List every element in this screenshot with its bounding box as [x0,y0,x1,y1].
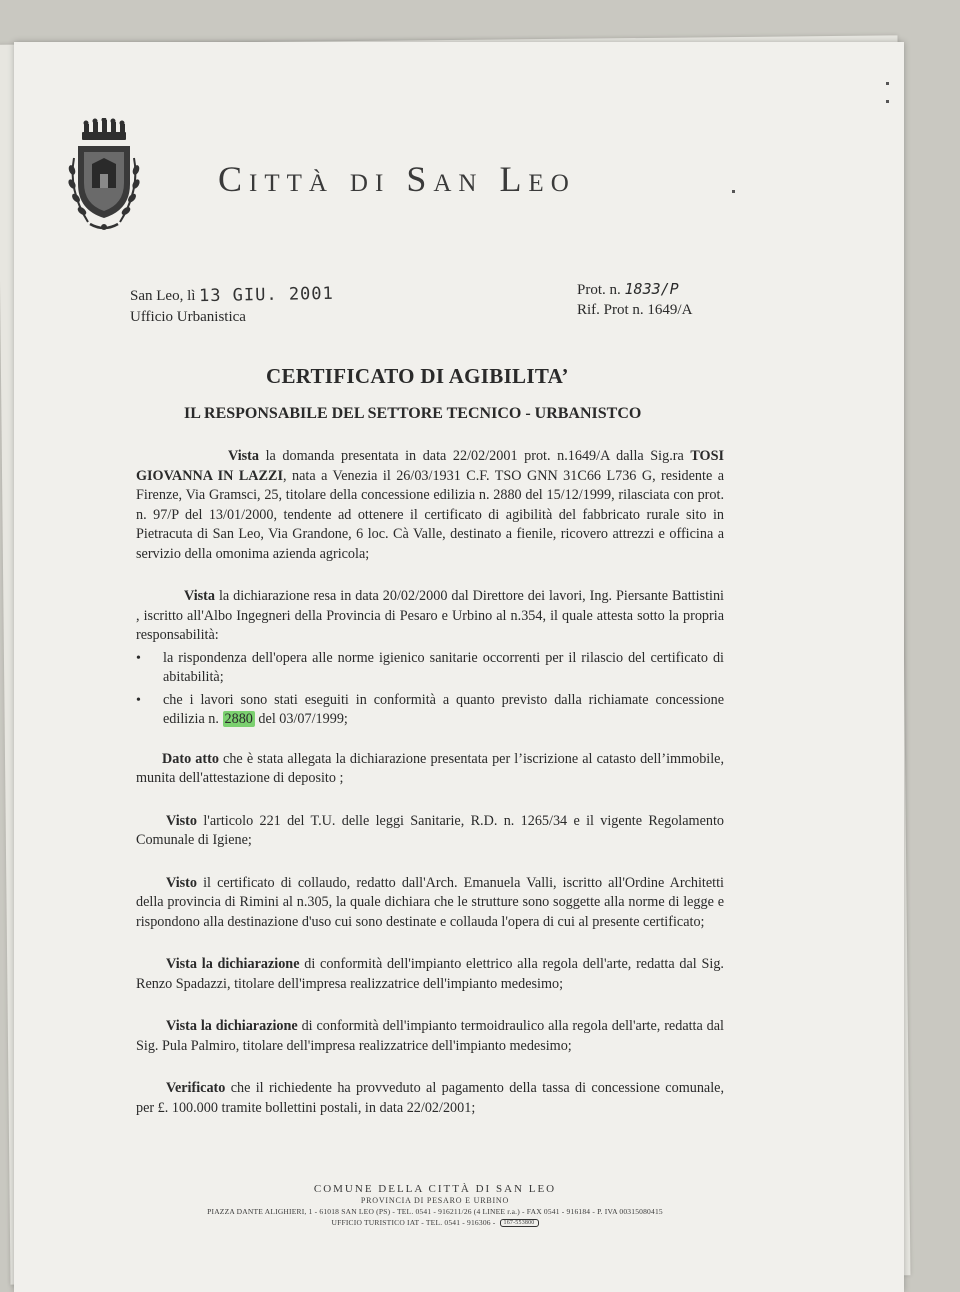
toll-free-badge: 167-553800 [500,1219,539,1227]
paragraph-payment [136,1079,724,1118]
reference-protocol: Rif. Prot n. 1649/A [577,302,693,318]
office-name: Ufficio Urbanistica [130,309,246,325]
paragraph-lead: Vista [228,448,260,464]
date-stamp: 13 GIU. 2001 [198,283,335,307]
crowned-coat-of-arms-icon [66,118,142,236]
protocol-number: 1833/P [624,280,679,298]
paragraph-electrical [136,955,724,994]
paragraph-lead: Visto [166,812,198,829]
paragraph-lead: Visto [166,874,198,891]
highlighted-number: 2880 [224,711,253,727]
declaration-list [136,649,724,730]
paragraph-lead: Vista [184,588,216,604]
letterhead-footer [150,1183,720,1227]
header-left [130,285,334,328]
footer-municipality: COMUNE DELLA CITTÀ DI SAN LEO [313,1183,557,1195]
city-title: Città di San Leo [218,159,576,199]
place-date-line [130,285,334,307]
paragraph-sanitary-law [136,812,724,851]
paragraph-text: la domanda presentata in data 22/02/2001 prot. n.1649/A dalla Sig.ra [259,448,691,464]
paragraph-text: che il richiedente ha provveduto al pagamento della tassa di concessione comunale, per £. 100.000 tramite bollettini postali, in data 22/02/2001; [136,1080,724,1116]
paragraph-text: il certificato di collaudo, redatto dall'Arch. Emanuela Valli, iscritto all'Ordine Architetti della provincia di Rimini al n.305, la quale dichiara che le strutture sono soggette alla norme di legge e rispondono alla destinazione d'uso cui sono destinate e collauda l'opera di cui al presente certificato; [136,874,724,930]
paragraph-inspection [136,874,724,933]
footer-province: PROVINCIA DI PESARO E URBINO [360,1196,510,1205]
footer-tourist-office: UFFICIO TURISTICO IAT - TEL. 0541 - 916306 - 167-553800 [150,1218,720,1227]
document-body [136,447,724,1141]
place-date-label: San Leo, lì [130,288,196,304]
paragraph-declaration [136,587,724,646]
paragraph-lead: Verificato [166,1080,226,1096]
applicant-name: TOSI GIOVANNA IN LAZZI [136,448,724,484]
document-subtitle: IL RESPONSABILE DEL SETTORE TECNICO - URBANISTCO [184,405,642,422]
header-right [577,279,692,320]
document-title: CERTIFICATO DI AGIBILITA’ [266,364,569,388]
paragraph-lead: Vista la dichiarazione [166,1018,298,1034]
scan-mark [886,100,889,103]
paragraph-text: , nata a Venezia il 26/03/1931 C.F. TSO GNN 31C66 L736 G, residente a Firenze, Via Gramsci, 25, titolare della concessione edilizia n. 2880 del 15/12/1999, rilasciata con prot. n. 97/P del 13/01/2000, tendente ad ottenere il certificato di agibilità del fabbricato rurale sito in Pietracuta di San Leo, Via Grandone, 6 loc. Cà Valle, destinato a fienile, ricovero attrezzi e officina a servizio della omonima azienda agricola; [136,467,724,562]
paragraph-text: la dichiarazione resa in data 20/02/2000 dal Direttore dei lavori, Ing. Piersante Battistini , iscritto all'Albo Ingegneri della Provincia di Pesaro e Urbino al n.354, il quale attesta sotto la propria responsabilità: [136,588,724,643]
paragraph-text: di conformità dell'impianto termoidraulico alla regola dell'arte, redatta dal Sig. Pula Palmiro, titolare dell'impresa realizzatrice dell'impianto medesimo; [136,1018,724,1054]
protocol-label: Prot. n. [577,282,621,298]
paragraph-text: l'articolo 221 del T.U. delle leggi Sanitarie, R.D. n. 1265/34 e il vigente Regolamento Comunale di Igiene; [136,812,724,848]
paragraph-lead: Dato atto [162,750,219,767]
list-item: • la rispondenza dell'opera alle norme igienico sanitarie occorrenti per il rilascio del certificato di abitabilità; [136,649,724,688]
scan-mark [886,82,889,85]
protocol-line [577,279,692,300]
paragraph-lead: Vista la dichiarazione [166,956,300,972]
paragraph-text: che è stata allegata la dichiarazione presentata per l’iscrizione al catasto dell’immobile, munita dell'attestazione di deposito ; [136,750,725,786]
paragraph-request [136,447,724,564]
paragraph-plumbing [136,1017,724,1056]
paragraph-text: di conformità dell'impianto elettrico alla regola dell'arte, redatta dal Sig. Renzo Spadazzi, titolare dell'impresa realizzatrice dell'impianto medesimo; [136,956,724,992]
footer-address: PIAZZA DANTE ALIGHIERI, 1 - 61018 SAN LEO (PS) - TEL. 0541 - 916211/26 (4 LINEE r.a.) - FAX 0541 - 916184 - P. IVA 00315080415 [207,1207,663,1216]
list-item: • che i lavori sono stati eseguiti in conformità a quanto previsto dalla richiamate concessione edilizia n. 2880 del 03/07/1999; [136,691,724,730]
paragraph-cadastre [136,750,724,789]
